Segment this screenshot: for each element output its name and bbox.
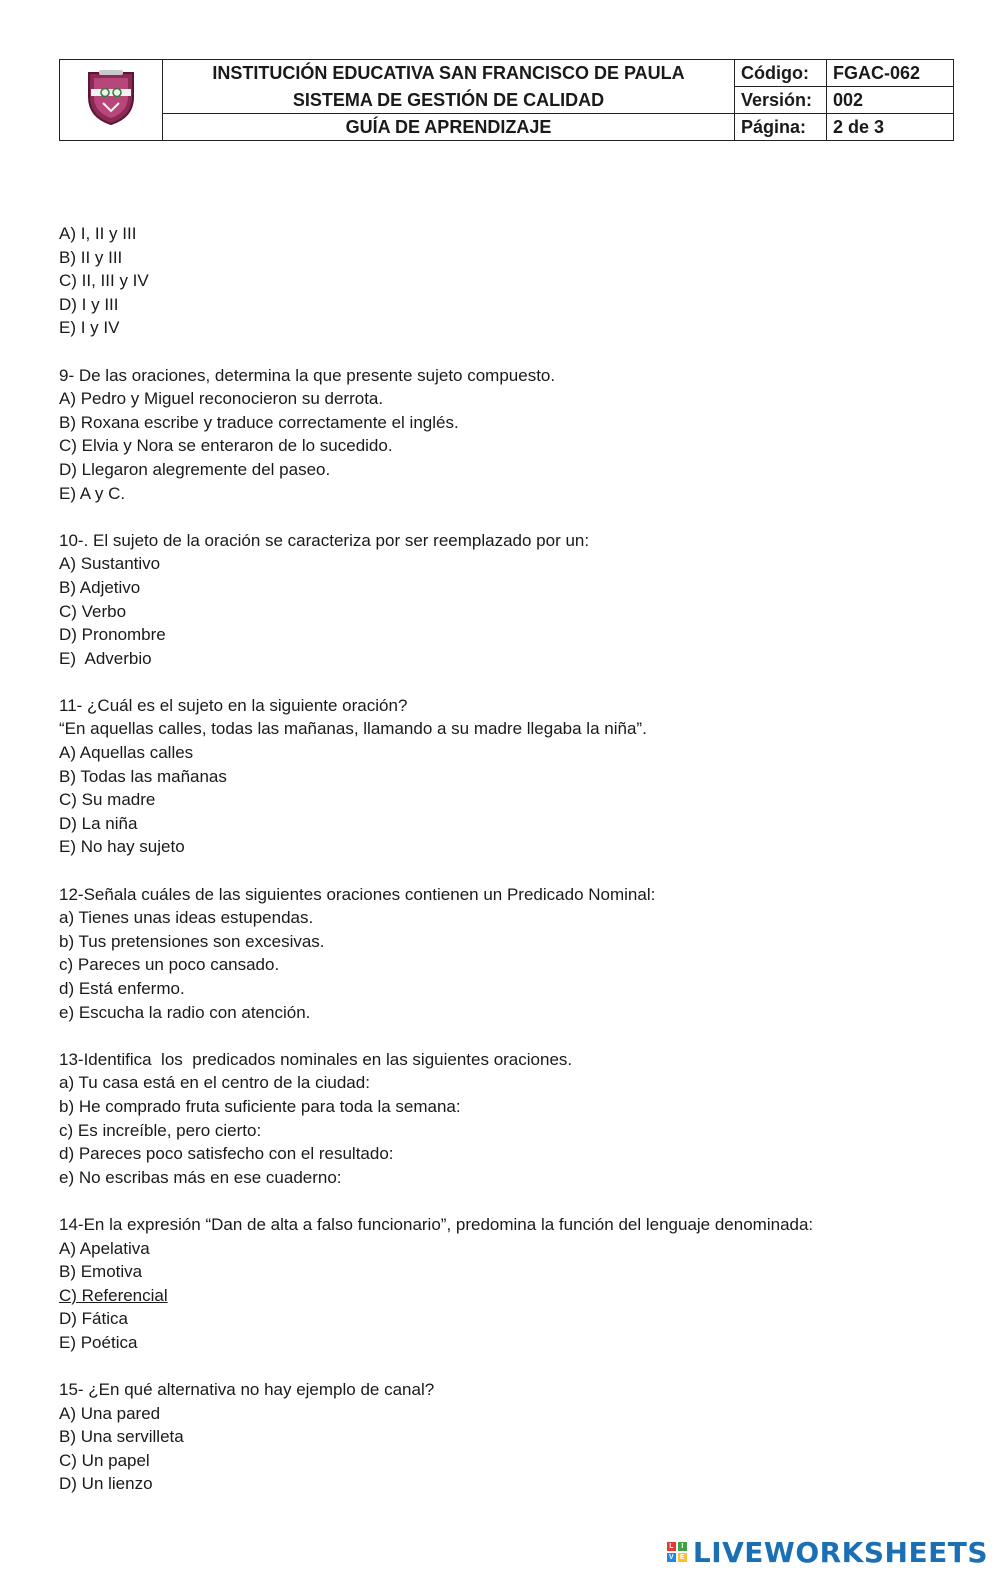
school-crest-icon	[83, 67, 139, 127]
question-block	[59, 364, 959, 506]
answer-option: A) Aquellas calles	[59, 743, 194, 763]
question-text: 9- De las oraciones, determina la que presente sujeto compuesto.	[59, 365, 556, 385]
question-block	[59, 883, 959, 1025]
answer-option: C) Un papel	[59, 1450, 150, 1470]
answer-option: e) No escribas más en ese cuaderno:	[59, 1167, 342, 1187]
logo-letter: L	[667, 1542, 676, 1551]
answer-option: a) Tienes unas ideas estupendas.	[59, 908, 314, 928]
question-block	[59, 1048, 959, 1190]
question-block	[59, 1378, 959, 1496]
answer-option: b) He comprado fruta suficiente para toda la semana:	[59, 1096, 461, 1116]
answer-option: a) Tu casa está en el centro de la ciudad:	[59, 1073, 370, 1093]
question-text: 11- ¿Cuál es el sujeto en la siguiente oración?	[59, 695, 408, 715]
worksheet-content	[59, 222, 959, 1520]
answer-option: D) Fática	[59, 1309, 128, 1329]
answer-option: D) Un lienzo	[59, 1474, 153, 1494]
answer-option: C) Elvia y Nora se enteraron de lo sucedido.	[59, 436, 393, 456]
liveworksheets-logo-icon	[667, 1542, 687, 1562]
answer-option: c) Es increíble, pero cierto:	[59, 1120, 262, 1140]
question-block	[59, 1213, 959, 1355]
question-text: 13-Identifica los predicados nominales en las siguientes oraciones.	[59, 1049, 573, 1069]
answer-option: E) I y IV	[59, 318, 120, 338]
question-quote: “En aquellas calles, todas las mañanas, llamando a su madre llegaba la niña”.	[59, 719, 647, 739]
answer-option: d) Está enfermo.	[59, 979, 185, 998]
quality-system-name: SISTEMA DE GESTIÓN DE CALIDAD	[163, 87, 735, 114]
pagina-value: 2 de 3	[827, 114, 954, 141]
selected-answer-option: C) Referencial	[59, 1285, 168, 1305]
question-text: 14-En la expresión “Dan de alta a falso funcionario”, predomina la función del lenguaje denominada:	[59, 1214, 814, 1234]
institution-name: INSTITUCIÓN EDUCATIVA SAN FRANCISCO DE PAULA	[163, 60, 735, 87]
answer-option: E) A y C.	[59, 483, 126, 503]
logo-letter: I	[678, 1542, 687, 1551]
answer-option: B) Roxana escribe y traduce correctamente el inglés.	[59, 412, 459, 432]
answer-option: e) Escucha la radio con atención.	[59, 1002, 311, 1022]
answer-option: b) Tus pretensiones son excesivas.	[59, 931, 325, 951]
answer-option: B) Una servilleta	[59, 1427, 184, 1447]
pagina-label: Página:	[735, 114, 827, 141]
answer-option: E) Poética	[59, 1332, 138, 1352]
answer-option: B) II y III	[59, 247, 123, 267]
answer-option: D) Pronombre	[59, 625, 166, 645]
school-logo-cell	[60, 60, 163, 141]
answer-option: E) No hay sujeto	[59, 837, 185, 857]
answer-option: A) Pedro y Miguel reconocieron su derrota.	[59, 389, 384, 409]
answer-option: A) I, II y III	[59, 224, 137, 243]
question-block	[59, 694, 959, 859]
document-header	[59, 59, 954, 141]
liveworksheets-brand: LIVEWORKSHEETS	[692, 1535, 988, 1569]
answer-option: D) I y III	[59, 294, 119, 314]
answer-option: B) Todas las mañanas	[59, 766, 227, 786]
version-value: 002	[827, 87, 954, 114]
answer-option: c) Pareces un poco cansado.	[59, 955, 280, 975]
answer-option: E) Adverbio	[59, 648, 152, 668]
question-block	[59, 529, 959, 671]
codigo-label: Código:	[735, 60, 827, 87]
answer-option: C) Su madre	[59, 790, 156, 810]
logo-letter: E	[678, 1553, 687, 1562]
answer-option: d) Pareces poco satisfecho con el resultado:	[59, 1144, 394, 1164]
answer-option: D) Llegaron alegremente del paseo.	[59, 459, 331, 479]
answer-option: D) La niña	[59, 813, 138, 833]
answer-option: A) Una pared	[59, 1403, 161, 1423]
answer-option: A) Sustantivo	[59, 554, 161, 574]
version-label: Versión:	[735, 87, 827, 114]
liveworksheets-logo	[667, 1534, 988, 1570]
codigo-value: FGAC-062	[827, 60, 954, 87]
guide-title: GUÍA DE APRENDIZAJE	[163, 114, 735, 141]
answer-option: B) Adjetivo	[59, 577, 141, 597]
question-text: 12-Señala cuáles de las siguientes oraciones contienen un Predicado Nominal:	[59, 884, 656, 904]
logo-letter: V	[667, 1553, 676, 1562]
answer-option: A) Apelativa	[59, 1238, 150, 1258]
answer-option: B) Emotiva	[59, 1262, 143, 1282]
question-text: 10-. El sujeto de la oración se caracteriza por ser reemplazado por un:	[59, 530, 590, 550]
question-block	[59, 222, 959, 340]
answer-option: C) II, III y IV	[59, 271, 149, 291]
answer-option: C) Verbo	[59, 601, 127, 621]
question-text: 15- ¿En qué alternativa no hay ejemplo de canal?	[59, 1380, 435, 1400]
